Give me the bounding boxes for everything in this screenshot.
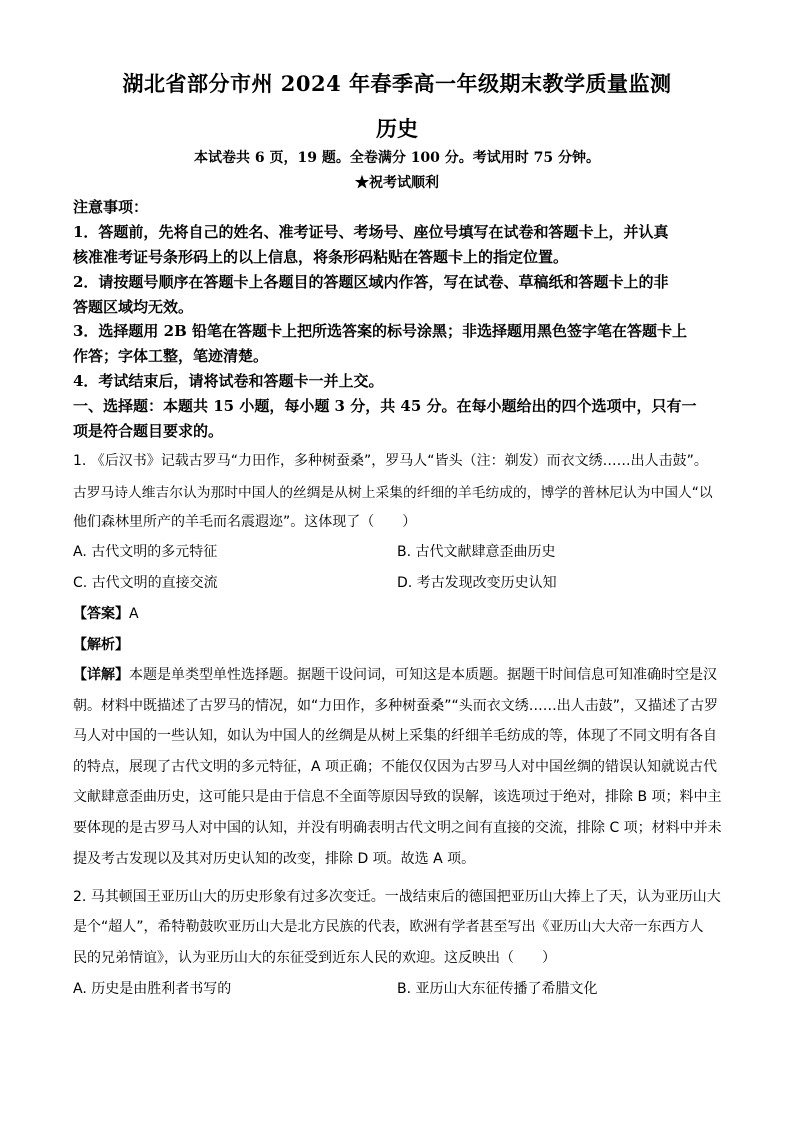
- good-luck-line: ★祝考试顺利: [355, 175, 439, 191]
- q1-detail-line: 要体现的是古罗马人对中国的认知，并没有明确表明古代文明之间有直接的交流，排除 C 项；材料中并未: [73, 820, 722, 836]
- q1-answer-line: [73, 603, 723, 623]
- notes-line: 核准准考证号条形码上的以上信息，将条形码粘贴在答题卡上的指定位置。: [73, 248, 569, 266]
- q1-detail-line: 马人对中国的一些认知，如认为中国人的丝绸是从树上采集的纤细羊毛纺成的等，体现了不同文明有各自: [73, 728, 717, 744]
- notes-line: 1．答题前，先将自己的姓名、准考证号、考场号、座位号填写在试卷和答题卡上，并认真: [73, 223, 669, 241]
- q2-option-a: A. 历史是由胜利者书写的: [73, 981, 232, 997]
- q1-detail-line: 的特点，展现了古代文明的多元特征，A 项正确；不能仅仅因为古罗马人对中国丝绸的错误认知就说古代: [73, 759, 718, 775]
- q2-stem-line: 是个“超人”，希特勒鼓吹亚历山大是北方民族的代表，欧洲有学者甚至写出《亚历山大大帝一东西方人: [73, 919, 704, 935]
- q1-stem-line: 他们森林里所产的羊毛而名震遐迩”。这体现了（ ）: [73, 514, 417, 530]
- q1-detail-line: [73, 664, 723, 684]
- detail-tag: 【详解】: [73, 667, 129, 683]
- q1-detail-line: 文献肆意歪曲历史，这可能只是由于信息不全面等原因导致的误解，该选项过于绝对，排除 B 项；料中主: [73, 789, 722, 805]
- q1-option-d: D. 考古发现改变历史认知: [397, 575, 557, 591]
- q1-stem-line: 1. 《后汉书》记载古罗马“力田作，多种树蚕桑”，罗马人“皆头（注：剃发）而衣文绣……出人击鼓”。: [73, 453, 708, 469]
- q2-stem-line: 民的兄弟情谊》，认为亚历山大的东征受到近东人民的欢迎。这反映出（ ）: [73, 950, 556, 966]
- answer-value: A: [129, 606, 139, 622]
- notes-line: 3．选择题用 2B 铅笔在答题卡上把所选答案的标号涂黑；非选择题用黑色签字笔在答题卡上: [73, 322, 688, 340]
- q1-analysis-line: [73, 634, 723, 654]
- notes-line: 作答；字体工整，笔迹清楚。: [73, 347, 269, 365]
- page-title: 湖北省部分市州 2024 年春季高一年级期末教学质量监测: [122, 71, 672, 96]
- subject-title: 历史: [376, 116, 418, 141]
- q1-option-a: A. 古代文明的多元特征: [73, 544, 218, 560]
- q1-detail-line: 提及考古发现以及其对历史认知的改变，排除 D 项。故选 A 项。: [73, 851, 476, 867]
- answer-tag: 【答案】: [73, 606, 129, 622]
- analysis-tag: 【解析】: [73, 637, 129, 653]
- section-heading: 项是符合题目要求的。: [73, 422, 224, 440]
- detail-text: 本题是单类型单性选择题。据题干设问词，可知这是本质题。据题干时间信息可知准确时空是汉: [129, 667, 717, 683]
- notes-line: 2．请按题号顺序在答题卡上各题目的答题区域内作答，写在试卷、草稿纸和答题卡上的非: [73, 273, 669, 291]
- q1-option-c: C. 古代文明的直接交流: [73, 575, 218, 591]
- q1-stem-line: 古罗马诗人维吉尔认为那时中国人的丝绸是从树上采集的纤细的羊毛纺成的，博学的普林尼认为中国人“以: [73, 485, 713, 501]
- section-heading: 一、选择题：本题共 15 小题，每小题 3 分，共 45 分。在每小题给出的四个选项中，只有一: [73, 397, 697, 415]
- q1-detail-line: 朝。材料中既描述了古罗马的情况，如“力田作，多种树蚕桑”“头而衣文绣……出人击鼓”，又描述了古罗: [73, 698, 719, 714]
- q2-stem-line: 2. 马其顿国王亚历山大的历史形象有过多次变迁。一战结束后的德国把亚历山大捧上了天，认为亚历山大: [73, 889, 721, 905]
- notes-heading: 注意事项：: [73, 198, 149, 216]
- q2-option-b: B. 亚历山大东征传播了希腊文化: [397, 981, 598, 997]
- exam-info: 本试卷共 6 页，19 题。全卷满分 100 分。考试用时 75 分钟。: [193, 150, 601, 166]
- notes-line: 4．考试结束后，请将试卷和答题卡一并上交。: [73, 372, 384, 390]
- notes-line: 答题区域均无效。: [73, 298, 194, 316]
- q1-option-b: B. 古代文献肆意歪曲历史: [397, 544, 556, 560]
